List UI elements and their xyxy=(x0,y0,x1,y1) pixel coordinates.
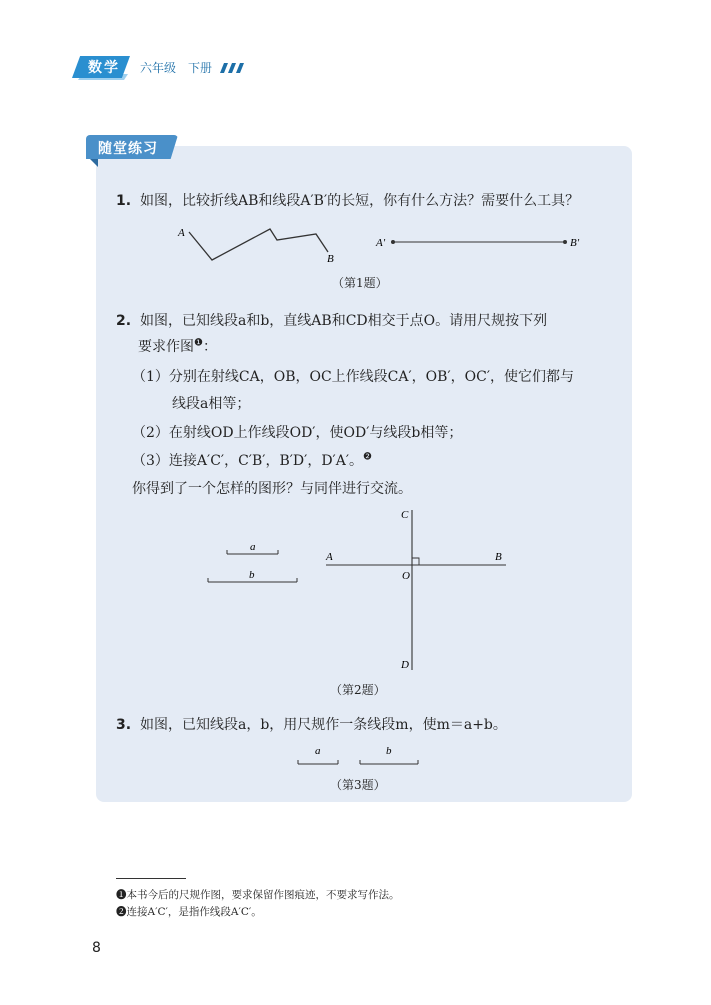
question-2-figure xyxy=(200,502,530,678)
label-O: O xyxy=(402,570,410,582)
question-3-figure xyxy=(290,738,430,770)
question-2-number: 2 xyxy=(116,313,126,329)
question-2-line-1: 2. 如图，已知线段a和b，直线AB和CD相交于点O。请用尺规按下列 xyxy=(116,313,548,329)
question-2-caption: （第2题） xyxy=(330,683,386,697)
question-2-line-2-tail: ： xyxy=(202,339,217,355)
question-1-caption: （第1题） xyxy=(332,276,388,290)
question-1: 1. 如图，比较折线AB和线段A′B′的长短，你有什么方法？需要什么工具？ xyxy=(116,193,580,209)
question-1-text: 如图，比较折线AB和线段A′B′的长短，你有什么方法？需要什么工具？ xyxy=(139,193,580,209)
question-2-line-2 xyxy=(138,336,217,356)
footnote-1 xyxy=(116,887,400,902)
footnote-2-mark: ❷ xyxy=(116,906,127,918)
footnote-ref-2[interactable]: ❷ xyxy=(363,451,372,463)
point-b2 xyxy=(563,240,567,244)
footnote-2-text: 连接A′C′，是指作线段A′C′。 xyxy=(126,906,262,918)
question-3-number: 3 xyxy=(116,717,126,733)
label-C: C xyxy=(401,509,409,521)
question-2-line-2-text: 要求作图 xyxy=(138,339,194,355)
label-B: B xyxy=(327,253,334,265)
question-2-sub-2: （2）在射线OD上作线段OD′，使OD′与线段b相等； xyxy=(132,425,463,441)
section-title: 随堂练习 xyxy=(98,141,158,157)
label-b: b xyxy=(249,569,255,581)
label-D: D xyxy=(401,659,409,671)
label-A-prime: A′ xyxy=(376,237,386,249)
question-2-sub-3-text: （3）连接A′C′，C′B′，B′D′，D′A′。 xyxy=(132,453,364,469)
label-a: a xyxy=(250,541,256,553)
header-grade: 六年级 xyxy=(140,61,177,75)
question-3-caption: （第3题） xyxy=(330,778,386,792)
question-2-sub-1b: 线段a相等； xyxy=(172,396,251,412)
footnote-2 xyxy=(116,904,262,919)
question-3: 3. 如图，已知线段a，b，用尺规作一条线段m，使m＝a+b。 xyxy=(116,717,507,733)
label-A: A xyxy=(178,227,185,239)
question-2-final-line: 你得到了一个怎样的图形？与同伴进行交流。 xyxy=(132,481,412,497)
question-2-sub-3 xyxy=(132,450,372,470)
section-tab-fold xyxy=(90,159,98,167)
footnote-divider xyxy=(116,878,186,879)
label-A: A xyxy=(326,551,333,563)
question-2-sub-1a: （1）分别在射线CA，OB，OC上作线段CA′，OB′，OC′，使它们都与 xyxy=(132,369,574,385)
question-1-number: 1 xyxy=(116,193,126,209)
question-2-text: 如图，已知线段a和b，直线AB和CD相交于点O。请用尺规按下列 xyxy=(139,313,548,329)
label-b: b xyxy=(386,745,392,757)
header-subject: 数学 xyxy=(88,60,120,76)
header-stripes-icon xyxy=(220,63,246,73)
question-1-figure xyxy=(170,220,600,268)
footnote-1-text: 本书今后的尺规作图，要求保留作图痕迹，不要求写作法。 xyxy=(126,889,400,901)
right-angle-mark xyxy=(412,558,419,565)
footnote-ref-1[interactable]: ❶ xyxy=(194,337,203,349)
polyline-ab xyxy=(189,229,328,260)
page-number: 8 xyxy=(92,940,101,956)
label-B-prime: B′ xyxy=(570,237,580,249)
label-a: a xyxy=(315,745,321,757)
point-a2 xyxy=(391,240,395,244)
question-3-text: 如图，已知线段a，b，用尺规作一条线段m，使m＝a+b。 xyxy=(139,717,507,733)
label-B: B xyxy=(495,551,502,563)
header-volume: 下册 xyxy=(188,61,213,75)
footnote-1-mark: ❶ xyxy=(116,889,127,901)
